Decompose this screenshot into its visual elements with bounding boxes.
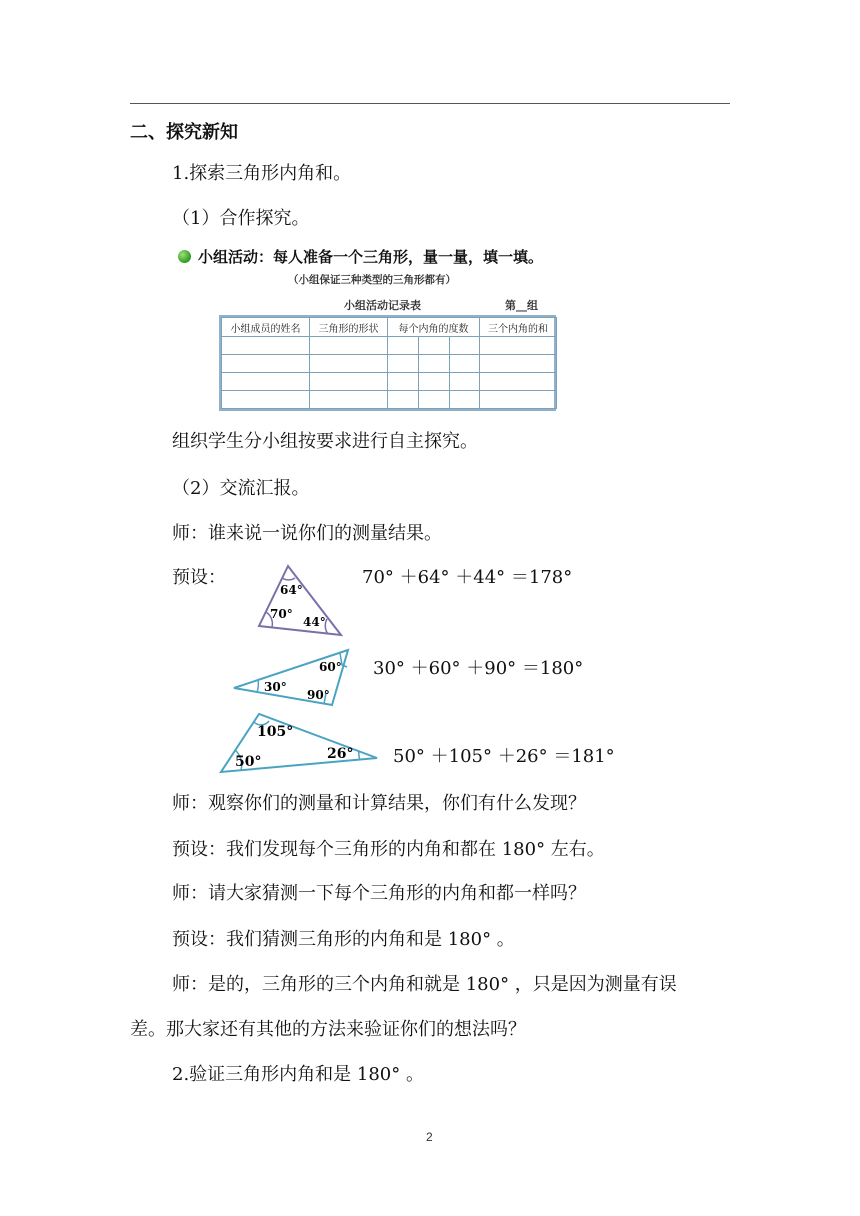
triangle-2-figure bbox=[230, 645, 355, 709]
subsection-2: （2）交流汇报。 bbox=[172, 478, 310, 499]
angle-arc bbox=[282, 578, 295, 580]
table-title: 小组活动记录表 bbox=[344, 299, 421, 312]
equation-2: 30° ＋60° ＋90° ＝180° bbox=[373, 658, 584, 679]
equation-1: 70° ＋64° ＋44° ＝178° bbox=[362, 567, 573, 588]
teacher-statement-line-1: 师：是的，三角形的三个内角和就是 180° ，只是因为测量有误 bbox=[172, 974, 677, 995]
angle-label: 90° bbox=[307, 688, 330, 702]
activity-title: 小组活动：每人准备一个三角形，量一量，填一填。 bbox=[198, 248, 544, 266]
angle-label: 44° bbox=[303, 615, 326, 629]
angle-label: 64° bbox=[280, 583, 303, 597]
teacher-question-2: 师：观察你们的测量和计算结果，你们有什么发现？ bbox=[172, 793, 586, 814]
teacher-question-3: 师：请大家猜测一下每个三角形的内角和都一样吗？ bbox=[172, 883, 586, 904]
angle-label: 26° bbox=[327, 746, 354, 762]
preset-label: 预设： bbox=[172, 567, 226, 588]
table-row bbox=[222, 391, 557, 409]
angle-label: 30° bbox=[264, 680, 287, 694]
triangle-1-figure bbox=[255, 560, 350, 642]
preset-answer-3: 预设：我们猜测三角形的内角和是 180° 。 bbox=[172, 929, 515, 950]
table-header-row bbox=[222, 318, 557, 337]
table-row bbox=[222, 337, 557, 355]
angle-label: 105° bbox=[257, 724, 294, 740]
teacher-statement-line-2: 差。那大家还有其他的方法来验证你们的想法吗？ bbox=[130, 1019, 526, 1040]
table-row bbox=[222, 373, 557, 391]
step-2-title: 2.验证三角形内角和是 180° 。 bbox=[172, 1064, 424, 1085]
angle-label: 60° bbox=[319, 660, 342, 674]
organize-text: 组织学生分小组按要求进行自主探究。 bbox=[172, 431, 478, 452]
triangle-3-figure bbox=[217, 710, 382, 776]
page-number: 2 bbox=[426, 1130, 433, 1144]
green-bullet-icon bbox=[178, 250, 191, 263]
section-heading: 二、探究新知 bbox=[130, 122, 238, 143]
subsection-1: （1）合作探究。 bbox=[172, 208, 310, 229]
header-cell: 三个内角的和 bbox=[480, 318, 557, 337]
angle-label: 50° bbox=[235, 754, 262, 770]
table-row bbox=[222, 355, 557, 373]
activity-note: （小组保证三种类型的三角形都有） bbox=[288, 274, 456, 286]
header-cell: 每个内角的度数 bbox=[388, 318, 480, 337]
record-table bbox=[219, 315, 556, 411]
triangle-2-outline bbox=[234, 650, 348, 705]
header-cell: 三角形的形状 bbox=[310, 318, 388, 337]
header-cell: 小组成员的姓名 bbox=[222, 318, 310, 337]
group-label: 第__组 bbox=[505, 299, 538, 312]
angle-label: 70° bbox=[270, 607, 293, 621]
triangle-1-outline bbox=[259, 566, 341, 635]
equation-3: 50° ＋105° ＋26° ＝181° bbox=[393, 746, 615, 767]
preset-answer-2: 预设：我们发现每个三角形的内角和都在 180° 左右。 bbox=[172, 839, 605, 860]
header-rule bbox=[130, 103, 730, 104]
step-1-title: 1.探索三角形内角和。 bbox=[172, 163, 352, 184]
teacher-question-1: 师：谁来说一说你们的测量结果。 bbox=[172, 523, 442, 544]
angle-arc bbox=[257, 680, 258, 692]
